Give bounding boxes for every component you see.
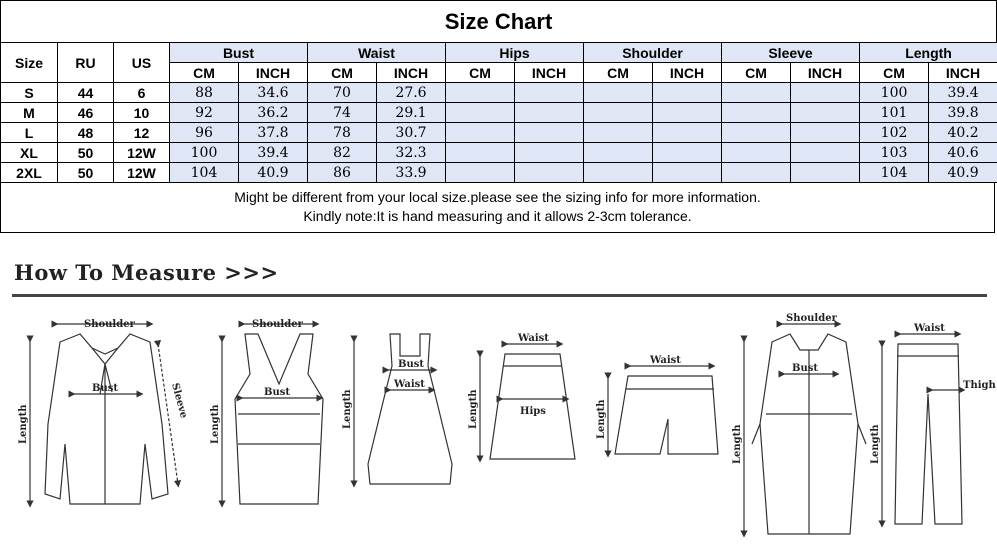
cell-bust-in: 39.4 [239, 143, 308, 163]
header-bust: Bust [170, 43, 308, 63]
label-length-1: Length [18, 404, 29, 444]
skirt-figure [480, 344, 575, 459]
label-length-7: Length [870, 424, 881, 464]
cell-size: 2XL [1, 163, 58, 183]
note-line-2: Kindly note:It is hand measuring and it allows 2-3cm tolerance. [303, 208, 692, 224]
subheader-inch: INCH [653, 63, 722, 83]
cell-shoulder-cm [584, 143, 653, 163]
table-row [1, 123, 997, 143]
cell-us: 12W [114, 163, 170, 183]
cell-length-cm: 104 [860, 163, 929, 183]
cell-us: 6 [114, 83, 170, 103]
measure-illustrations [0, 304, 997, 553]
cell-hips-in [515, 123, 584, 143]
cell-hips-cm [446, 143, 515, 163]
cell-length-cm: 103 [860, 143, 929, 163]
label-shoulder-6: Shoulder [786, 313, 837, 324]
cell-sleeve-in [791, 83, 860, 103]
label-length-4: Length [468, 389, 479, 429]
subheader-cm: CM [584, 63, 653, 83]
how-to-measure-section [0, 234, 997, 553]
cell-size: L [1, 123, 58, 143]
header-waist: Waist [308, 43, 446, 63]
subheader-cm: CM [170, 63, 239, 83]
cell-length-cm: 101 [860, 103, 929, 123]
cell-us: 10 [114, 103, 170, 123]
cell-shoulder-in [653, 83, 722, 103]
cell-shoulder-in [653, 123, 722, 143]
cell-ru: 50 [58, 163, 114, 183]
cell-hips-cm [446, 103, 515, 123]
cell-bust-cm: 92 [170, 103, 239, 123]
cell-length-cm: 100 [860, 83, 929, 103]
coat-figure [744, 324, 866, 534]
cell-bust-in: 34.6 [239, 83, 308, 103]
header-ru: RU [58, 43, 114, 83]
cell-length-in: 39.4 [929, 83, 997, 103]
label-bust-1: Bust [92, 383, 118, 394]
chart-title: Size Chart [0, 0, 997, 42]
cell-waist-in: 27.6 [377, 83, 446, 103]
cell-sleeve-in [791, 143, 860, 163]
table-row [1, 143, 997, 163]
cell-length-in: 40.6 [929, 143, 997, 163]
subheader-inch: INCH [239, 63, 308, 83]
cell-bust-in: 37.8 [239, 123, 308, 143]
size-table [0, 42, 997, 183]
cell-us: 12 [114, 123, 170, 143]
cell-waist-cm: 82 [308, 143, 377, 163]
cell-hips-cm [446, 83, 515, 103]
label-length-2: Length [210, 404, 221, 444]
cell-waist-cm: 74 [308, 103, 377, 123]
cell-waist-in: 29.1 [377, 103, 446, 123]
shorts-figure [608, 366, 718, 454]
label-length-5: Length [596, 399, 607, 439]
blouse-figure [30, 324, 178, 504]
cell-hips-in [515, 83, 584, 103]
cell-waist-cm: 78 [308, 123, 377, 143]
subheader-cm: CM [860, 63, 929, 83]
header-us: US [114, 43, 170, 83]
cell-hips-in [515, 163, 584, 183]
table-row [1, 103, 997, 123]
table-row [1, 163, 997, 183]
cell-bust-cm: 96 [170, 123, 239, 143]
label-waist-3: Waist [394, 379, 425, 390]
header-shoulder: Shoulder [584, 43, 722, 63]
cell-shoulder-cm [584, 83, 653, 103]
subheader-cm: CM [722, 63, 791, 83]
cell-waist-cm: 70 [308, 83, 377, 103]
label-shoulder-2: Shoulder [252, 319, 303, 330]
label-length-3: Length [342, 389, 353, 429]
cell-bust-cm: 88 [170, 83, 239, 103]
cell-sleeve-in [791, 163, 860, 183]
cell-sleeve-in [791, 103, 860, 123]
divider-line [12, 294, 987, 297]
cell-waist-in: 30.7 [377, 123, 446, 143]
cell-waist-cm: 86 [308, 163, 377, 183]
label-sleeve-1: Sleeve [169, 381, 190, 420]
subheader-inch: INCH [929, 63, 997, 83]
cell-length-in: 40.2 [929, 123, 997, 143]
subheader-inch: INCH [515, 63, 584, 83]
cell-sleeve-cm [722, 83, 791, 103]
cell-hips-in [515, 103, 584, 123]
cell-bust-in: 40.9 [239, 163, 308, 183]
label-length-6: Length [732, 424, 743, 464]
header-hips: Hips [446, 43, 584, 63]
label-waist-5: Waist [650, 355, 681, 366]
cell-size: XL [1, 143, 58, 163]
cell-sleeve-cm [722, 103, 791, 123]
cell-shoulder-in [653, 103, 722, 123]
dress-figure [354, 334, 452, 484]
cell-hips-cm [446, 123, 515, 143]
header-length: Length [860, 43, 997, 63]
cell-ru: 46 [58, 103, 114, 123]
cell-shoulder-cm [584, 163, 653, 183]
cell-sleeve-cm [722, 163, 791, 183]
cell-ru: 44 [58, 83, 114, 103]
subheader-cm: CM [446, 63, 515, 83]
cell-ru: 48 [58, 123, 114, 143]
cell-length-in: 40.9 [929, 163, 997, 183]
label-thigh-7: Thigh [963, 380, 996, 391]
label-bust-3: Bust [398, 359, 424, 370]
label-waist-7: Waist [914, 323, 945, 334]
label-bust-6: Bust [792, 363, 818, 374]
tank-top-figure [222, 324, 323, 504]
cell-sleeve-cm [722, 123, 791, 143]
cell-size: S [1, 83, 58, 103]
cell-ru: 50 [58, 143, 114, 163]
cell-shoulder-cm [584, 123, 653, 143]
cell-length-cm: 102 [860, 123, 929, 143]
header-size: Size [1, 43, 58, 83]
table-row [1, 83, 997, 103]
pants-figure [882, 334, 962, 524]
cell-bust-in: 36.2 [239, 103, 308, 123]
cell-sleeve-in [791, 123, 860, 143]
cell-size: M [1, 103, 58, 123]
cell-length-in: 39.8 [929, 103, 997, 123]
cell-hips-in [515, 143, 584, 163]
label-shoulder-1: Shoulder [84, 319, 135, 330]
cell-bust-cm: 100 [170, 143, 239, 163]
cell-us: 12W [114, 143, 170, 163]
label-waist-4: Waist [518, 333, 549, 344]
subheader-cm: CM [308, 63, 377, 83]
cell-waist-in: 32.3 [377, 143, 446, 163]
note-line-1: Might be different from your local size.please see the sizing info for more information. [234, 189, 761, 205]
label-hips-4: Hips [520, 406, 546, 417]
cell-waist-in: 33.9 [377, 163, 446, 183]
header-sleeve: Sleeve [722, 43, 860, 63]
cell-bust-cm: 104 [170, 163, 239, 183]
notes [0, 183, 995, 233]
cell-shoulder-in [653, 163, 722, 183]
cell-hips-cm [446, 163, 515, 183]
cell-shoulder-cm [584, 103, 653, 123]
subheader-inch: INCH [377, 63, 446, 83]
label-bust-2: Bust [264, 387, 290, 398]
cell-sleeve-cm [722, 143, 791, 163]
cell-shoulder-in [653, 143, 722, 163]
how-to-measure-title: How To Measure >>> [14, 260, 279, 285]
subheader-inch: INCH [791, 63, 860, 83]
